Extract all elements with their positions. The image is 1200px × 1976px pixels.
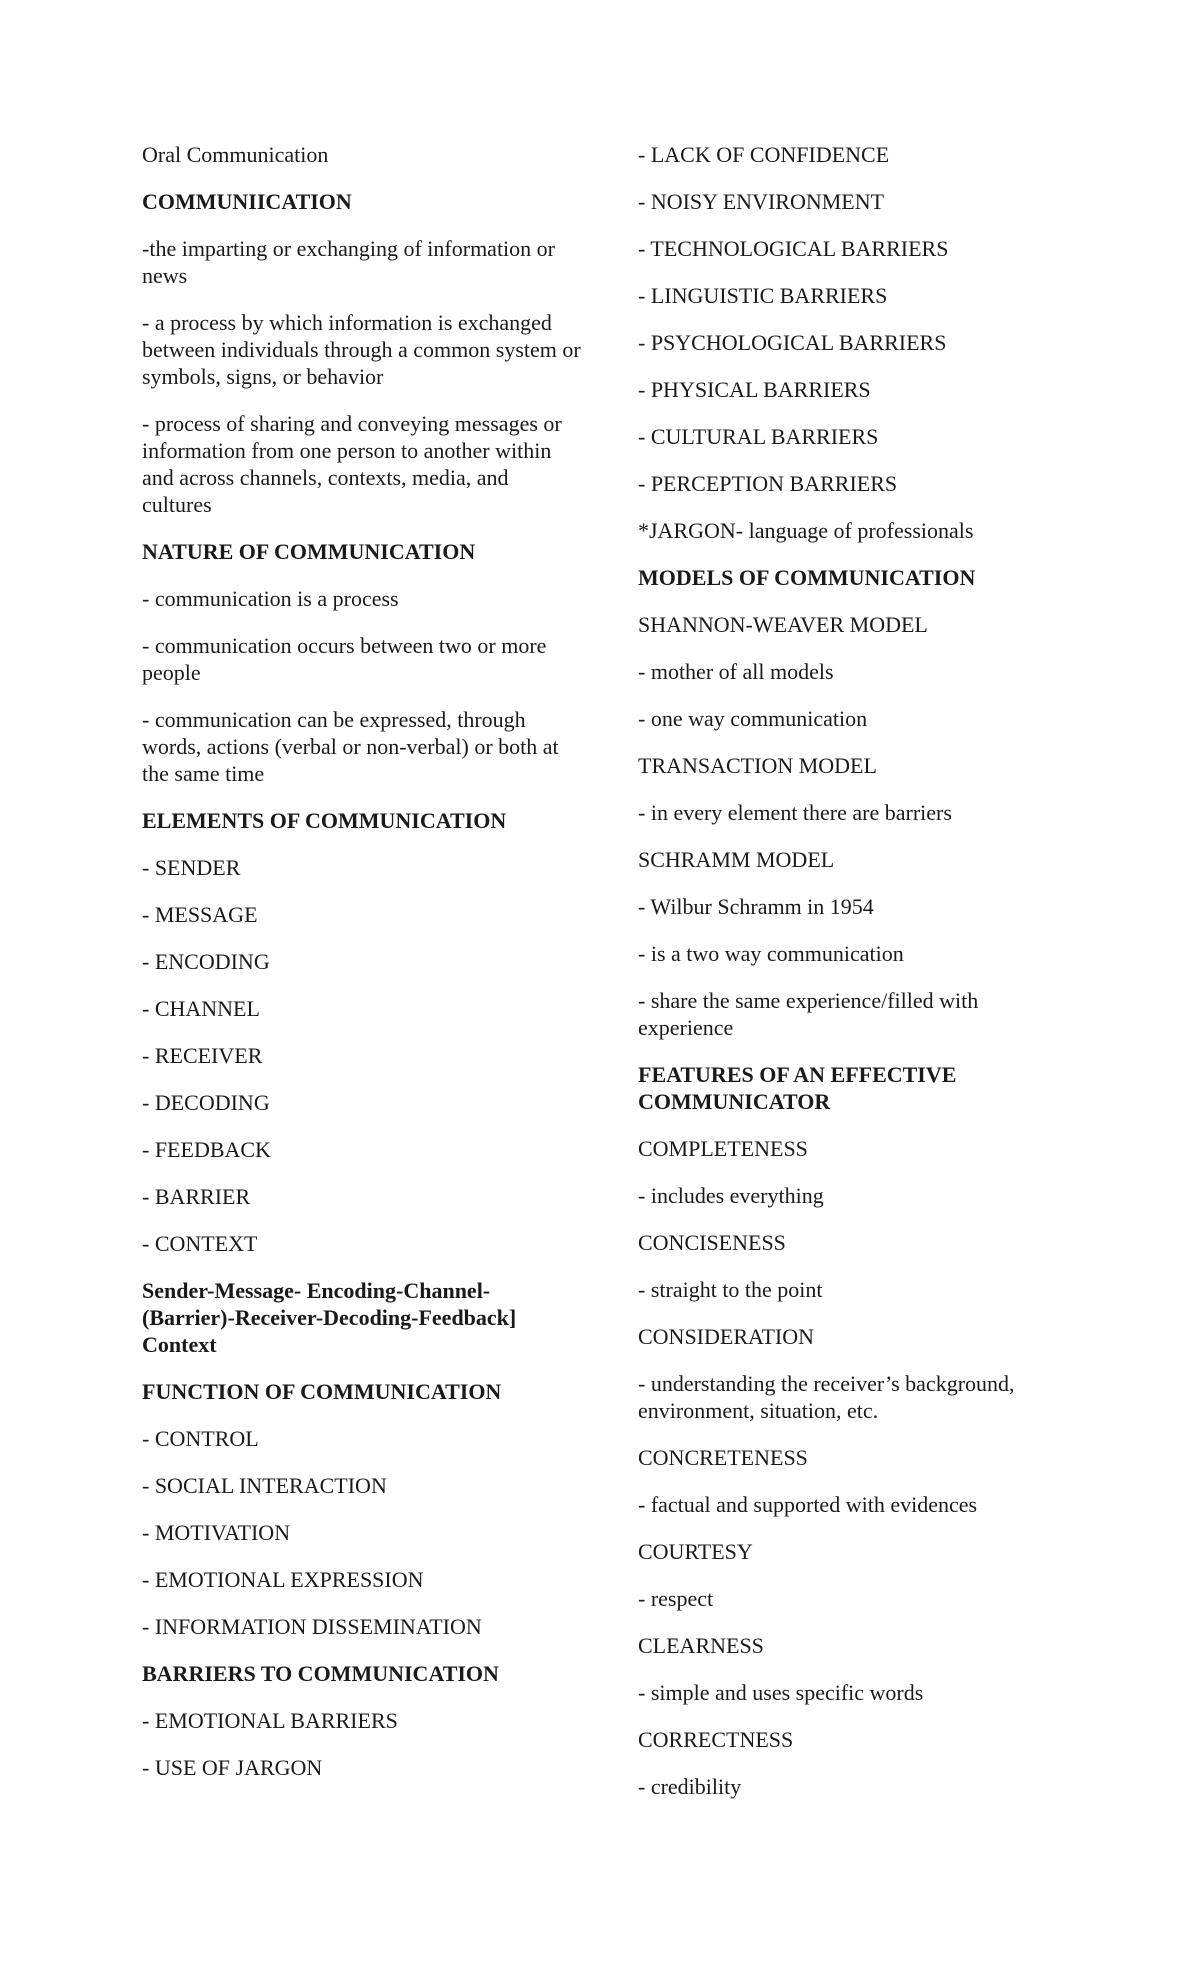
- barrier-item: - TECHNOLOGICAL BARRIERS: [638, 236, 949, 261]
- feature-detail: - credibility: [638, 1774, 742, 1799]
- model-detail: - share the same experience/filled with experience: [638, 988, 979, 1040]
- element-item: - CHANNEL: [142, 996, 260, 1021]
- model-detail: - in every element there are barriers: [638, 800, 952, 825]
- barrier-item: - LINGUISTIC BARRIERS: [638, 283, 888, 308]
- nature-item: - communication is a process: [142, 586, 399, 611]
- heading-function: FUNCTION OF COMMUNICATION: [142, 1379, 502, 1404]
- feature-name: CLEARNESS: [638, 1633, 764, 1658]
- model-name: SHANNON-WEAVER MODEL: [638, 612, 928, 637]
- feature-detail: - includes everything: [638, 1183, 824, 1208]
- element-item: - DECODING: [142, 1090, 270, 1115]
- model-detail: - is a two way communication: [638, 941, 904, 966]
- document-title: Oral Communication: [142, 142, 329, 167]
- jargon-note: *JARGON- language of professionals: [638, 518, 974, 543]
- barrier-item: - USE OF JARGON: [142, 1755, 323, 1780]
- feature-detail: - factual and supported with evidences: [638, 1492, 978, 1517]
- element-item: - BARRIER: [142, 1184, 251, 1209]
- feature-detail: - understanding the receiver’s background, environment, situation, etc.: [638, 1371, 1015, 1423]
- model-name: TRANSACTION MODEL: [638, 753, 877, 778]
- heading-elements: ELEMENTS OF COMMUNICATION: [142, 808, 507, 833]
- feature-detail: - respect: [638, 1586, 714, 1611]
- feature-name: CORRECTNESS: [638, 1727, 794, 1752]
- barrier-item: - NOISY ENVIRONMENT: [638, 189, 885, 214]
- elements-flow: Sender-Message- Encoding-Channel-(Barrier)-Receiver-Decoding-Feedback] Context: [142, 1278, 517, 1357]
- element-item: - CONTEXT: [142, 1231, 258, 1256]
- feature-detail: - straight to the point: [638, 1277, 823, 1302]
- heading-models: MODELS OF COMMUNICATION: [638, 565, 976, 590]
- model-detail: - one way communication: [638, 706, 868, 731]
- model-detail: - mother of all models: [638, 659, 834, 684]
- element-item: - SENDER: [142, 855, 241, 880]
- barrier-item: - EMOTIONAL BARRIERS: [142, 1708, 398, 1733]
- feature-name: CONCISENESS: [638, 1230, 786, 1255]
- heading-communication: COMMUNIICATION: [142, 189, 352, 214]
- barrier-item: - LACK OF CONFIDENCE: [638, 142, 890, 167]
- element-item: - ENCODING: [142, 949, 270, 974]
- right-column: [638, 141, 1068, 1820]
- left-column: [142, 141, 582, 1801]
- feature-detail: - simple and uses specific words: [638, 1680, 924, 1705]
- function-item: - CONTROL: [142, 1426, 259, 1451]
- element-item: - MESSAGE: [142, 902, 258, 927]
- definition-1: -the imparting or exchanging of information or news: [142, 236, 555, 288]
- element-item: - FEEDBACK: [142, 1137, 271, 1162]
- nature-item: - communication occurs between two or more people: [142, 633, 547, 685]
- barrier-item: - PERCEPTION BARRIERS: [638, 471, 898, 496]
- model-detail: - Wilbur Schramm in 1954: [638, 894, 874, 919]
- function-item: - INFORMATION DISSEMINATION: [142, 1614, 482, 1639]
- definition-2: - a process by which information is exchanged between individuals through a common system or symbols, signs, or behavior: [142, 310, 581, 389]
- barrier-item: - PHYSICAL BARRIERS: [638, 377, 871, 402]
- nature-item: - communication can be expressed, through words, actions (verbal or non-verbal) or both at the same time: [142, 707, 559, 786]
- heading-nature: NATURE OF COMMUNICATION: [142, 539, 476, 564]
- definition-3: - process of sharing and conveying messages or information from one person to another within and across channels, contexts, media, and cultures: [142, 411, 562, 517]
- barrier-item: - PSYCHOLOGICAL BARRIERS: [638, 330, 947, 355]
- feature-name: CONSIDERATION: [638, 1324, 814, 1349]
- feature-name: COMPLETENESS: [638, 1136, 808, 1161]
- barrier-item: - CULTURAL BARRIERS: [638, 424, 879, 449]
- heading-barriers: BARRIERS TO COMMUNICATION: [142, 1661, 499, 1686]
- element-item: - RECEIVER: [142, 1043, 263, 1068]
- feature-name: CONCRETENESS: [638, 1445, 808, 1470]
- heading-features: FEATURES OF AN EFFECTIVE COMMUNICATOR: [638, 1062, 957, 1114]
- feature-name: COURTESY: [638, 1539, 753, 1564]
- function-item: - SOCIAL INTERACTION: [142, 1473, 387, 1498]
- function-item: - MOTIVATION: [142, 1520, 291, 1545]
- model-name: SCHRAMM MODEL: [638, 847, 835, 872]
- function-item: - EMOTIONAL EXPRESSION: [142, 1567, 424, 1592]
